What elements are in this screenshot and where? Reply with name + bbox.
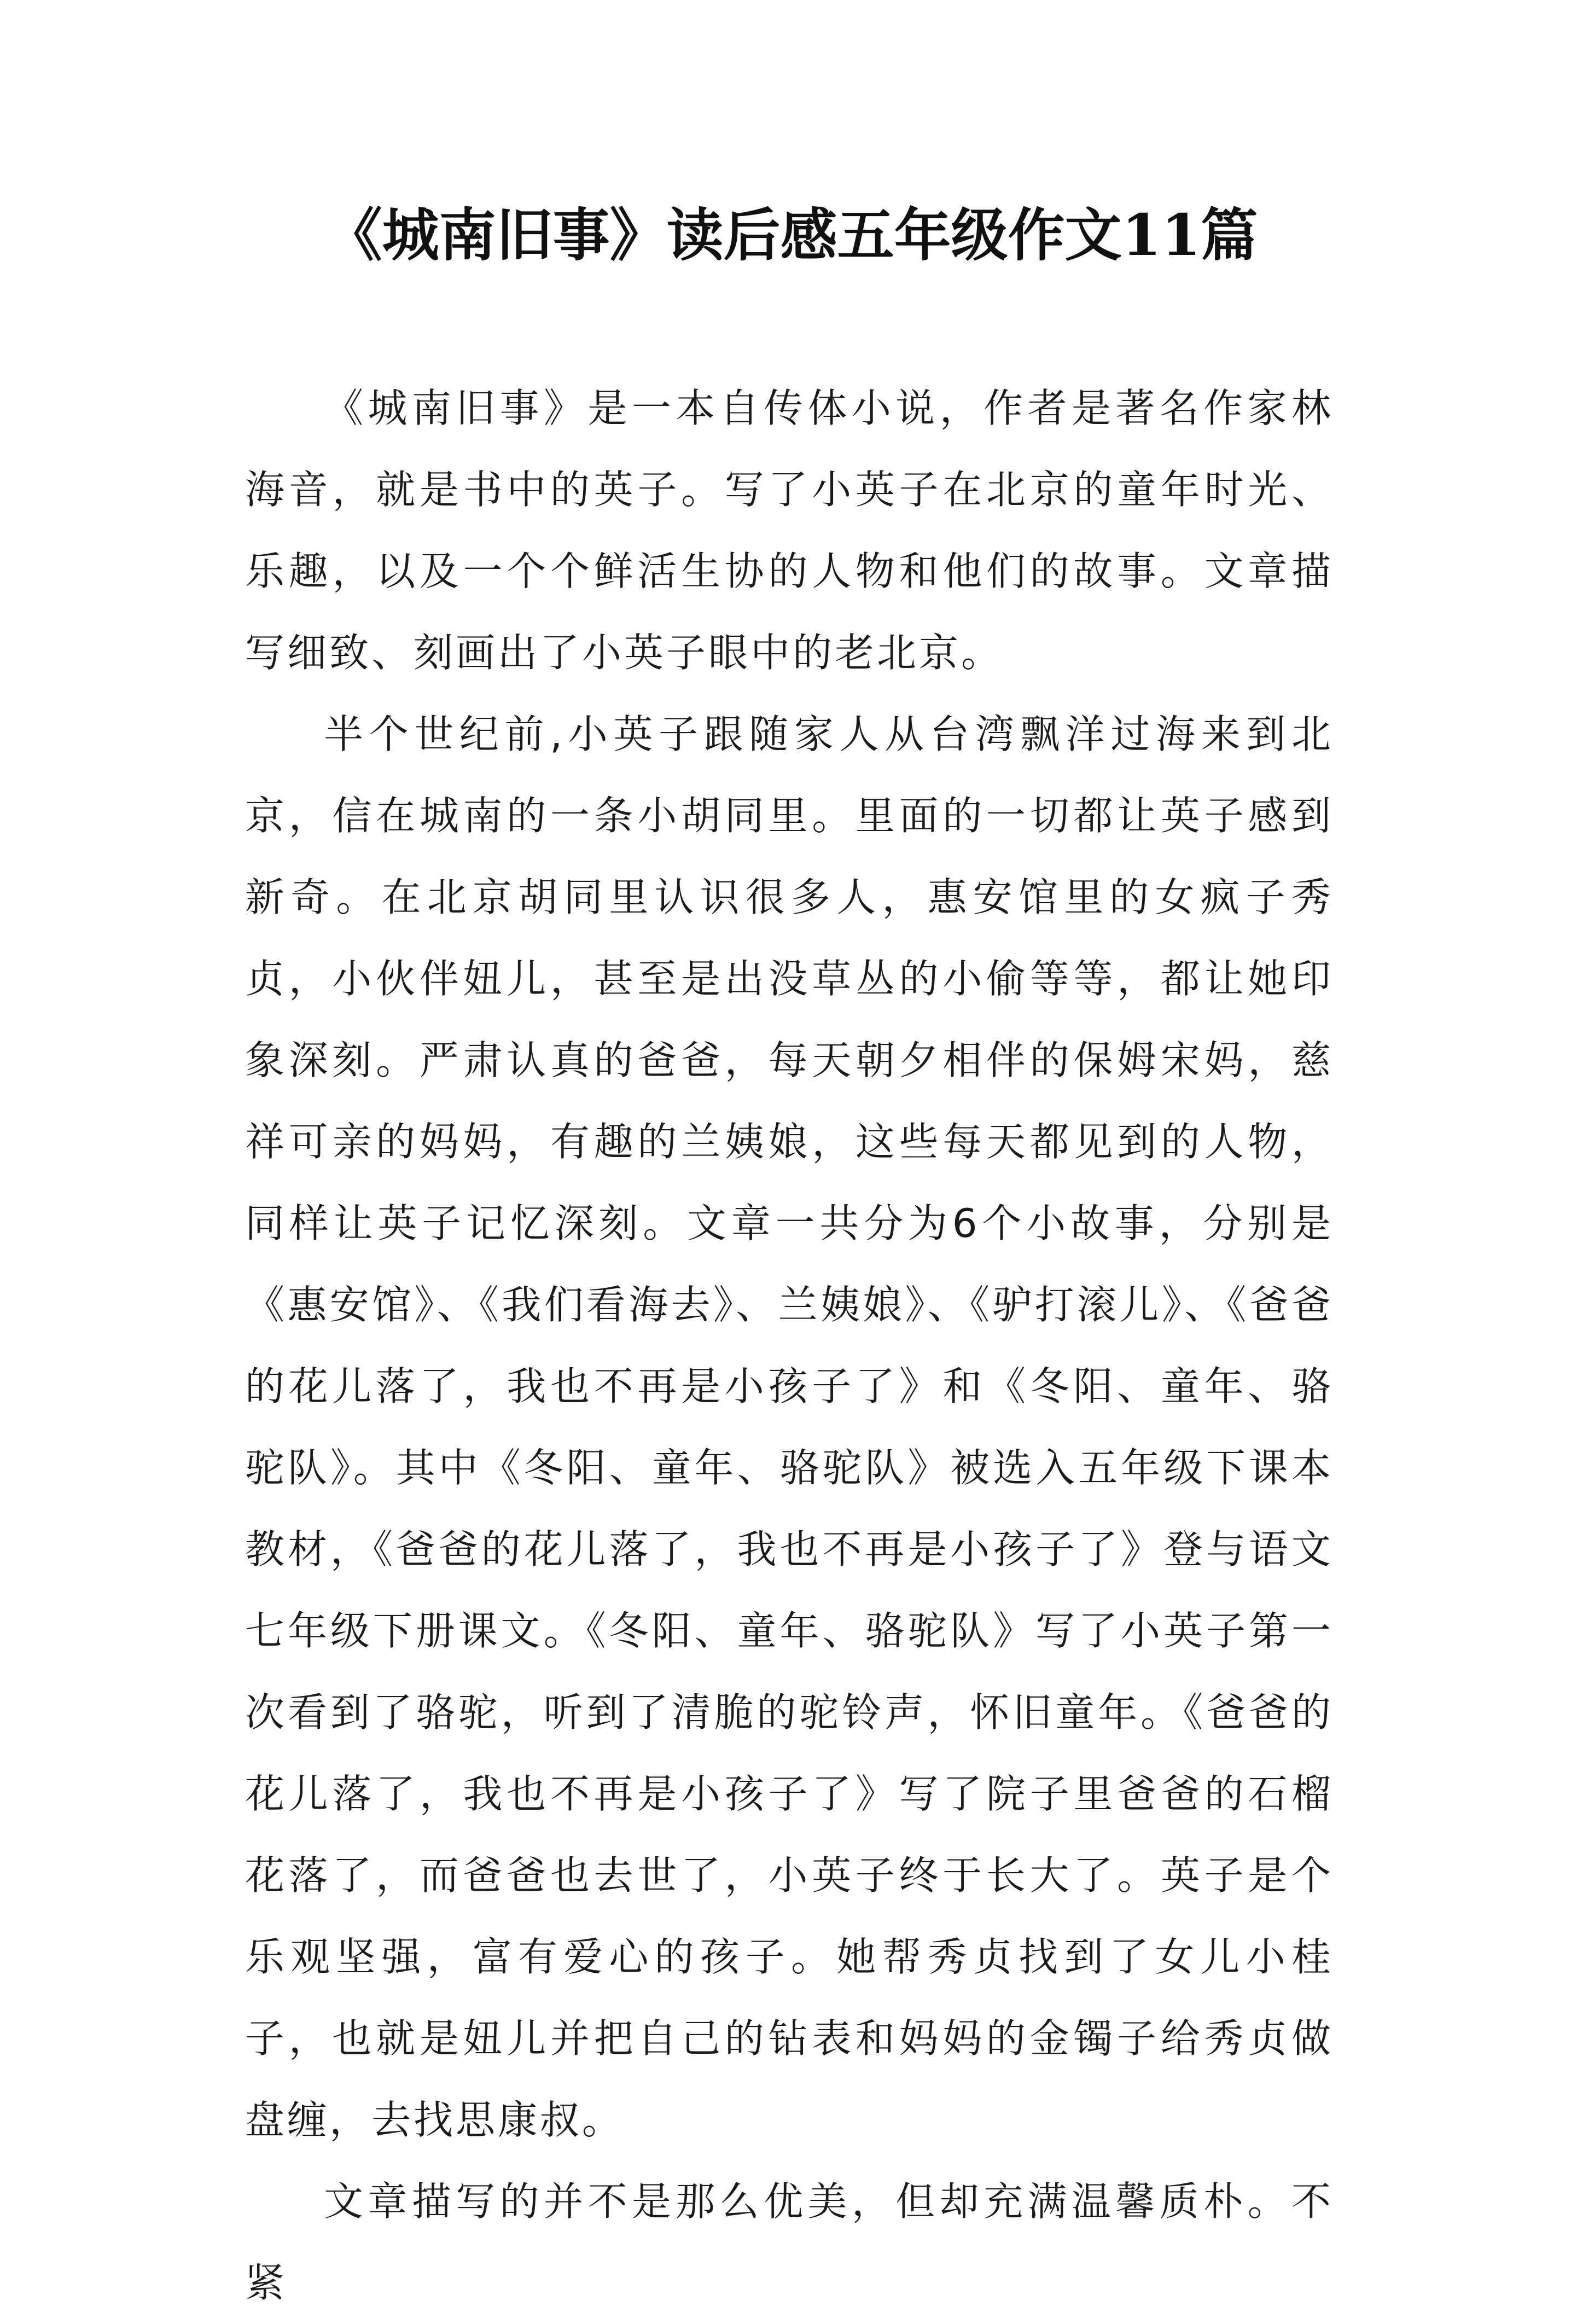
paragraph: 《城南旧事》是一本自传体小说，作者是著名作家林海音，就是书中的英子。写了小英子在北京的童年时光、乐趣，以及一个个鲜活生协的人物和他们的故事。文章描写细致、刻画出了小英子眼中的老北京。: [245, 385, 1334, 676]
document-body: [245, 368, 1334, 2324]
paragraph: 半个世纪前,小英子跟随家人从台湾飘洋过海来到北京，信在城南的一条小胡同里。里面的一切都让英子感到新奇。在北京胡同里认识很多人，惠安馆里的女疯子秀贞，小伙伴妞儿，甚至是出没草丛的小偷等等，都让她印象深刻。严肃认真的爸爸，每天朝夕相伴的保姆宋妈，慈祥可亲的妈妈，有趣的兰姨娘，这些每天都见到的人物，同样让英子记忆深刻。文章一共分为6个小故事，分别是《惠安馆》、《我们看海去》、兰姨娘》、《驴打滚儿》、《爸爸的花儿落了，我也不再是小孩子了》和《冬阳、童年、骆驼队》。其中《冬阳、童年、骆驼队》被选入五年级下课本教材，《爸爸的花儿落了，我也不再是小孩子了》登与语文七年级下册课文。《冬阳、童年、骆驼队》写了小英子第一次看到了骆驼，听到了清脆的驼铃声，怀旧童年。《爸爸的花儿落了，我也不再是小孩子了》写了院子里爸爸的石榴花落了，而爸爸也去世了，小英子终于长大了。英子是个乐观坚强，富有爱心的孩子。她帮秀贞找到了女儿小桂子，也就是妞儿并把自己的钻表和妈妈的金镯子给秀贞做盘缠，去找思康叔。: [245, 711, 1334, 2143]
document-title: 《城南旧事》读后感五年级作文11篇: [325, 201, 1258, 269]
paragraph: 文章描写的并不是那么优美，但却充满温馨质朴。不紧: [245, 2178, 1334, 2306]
